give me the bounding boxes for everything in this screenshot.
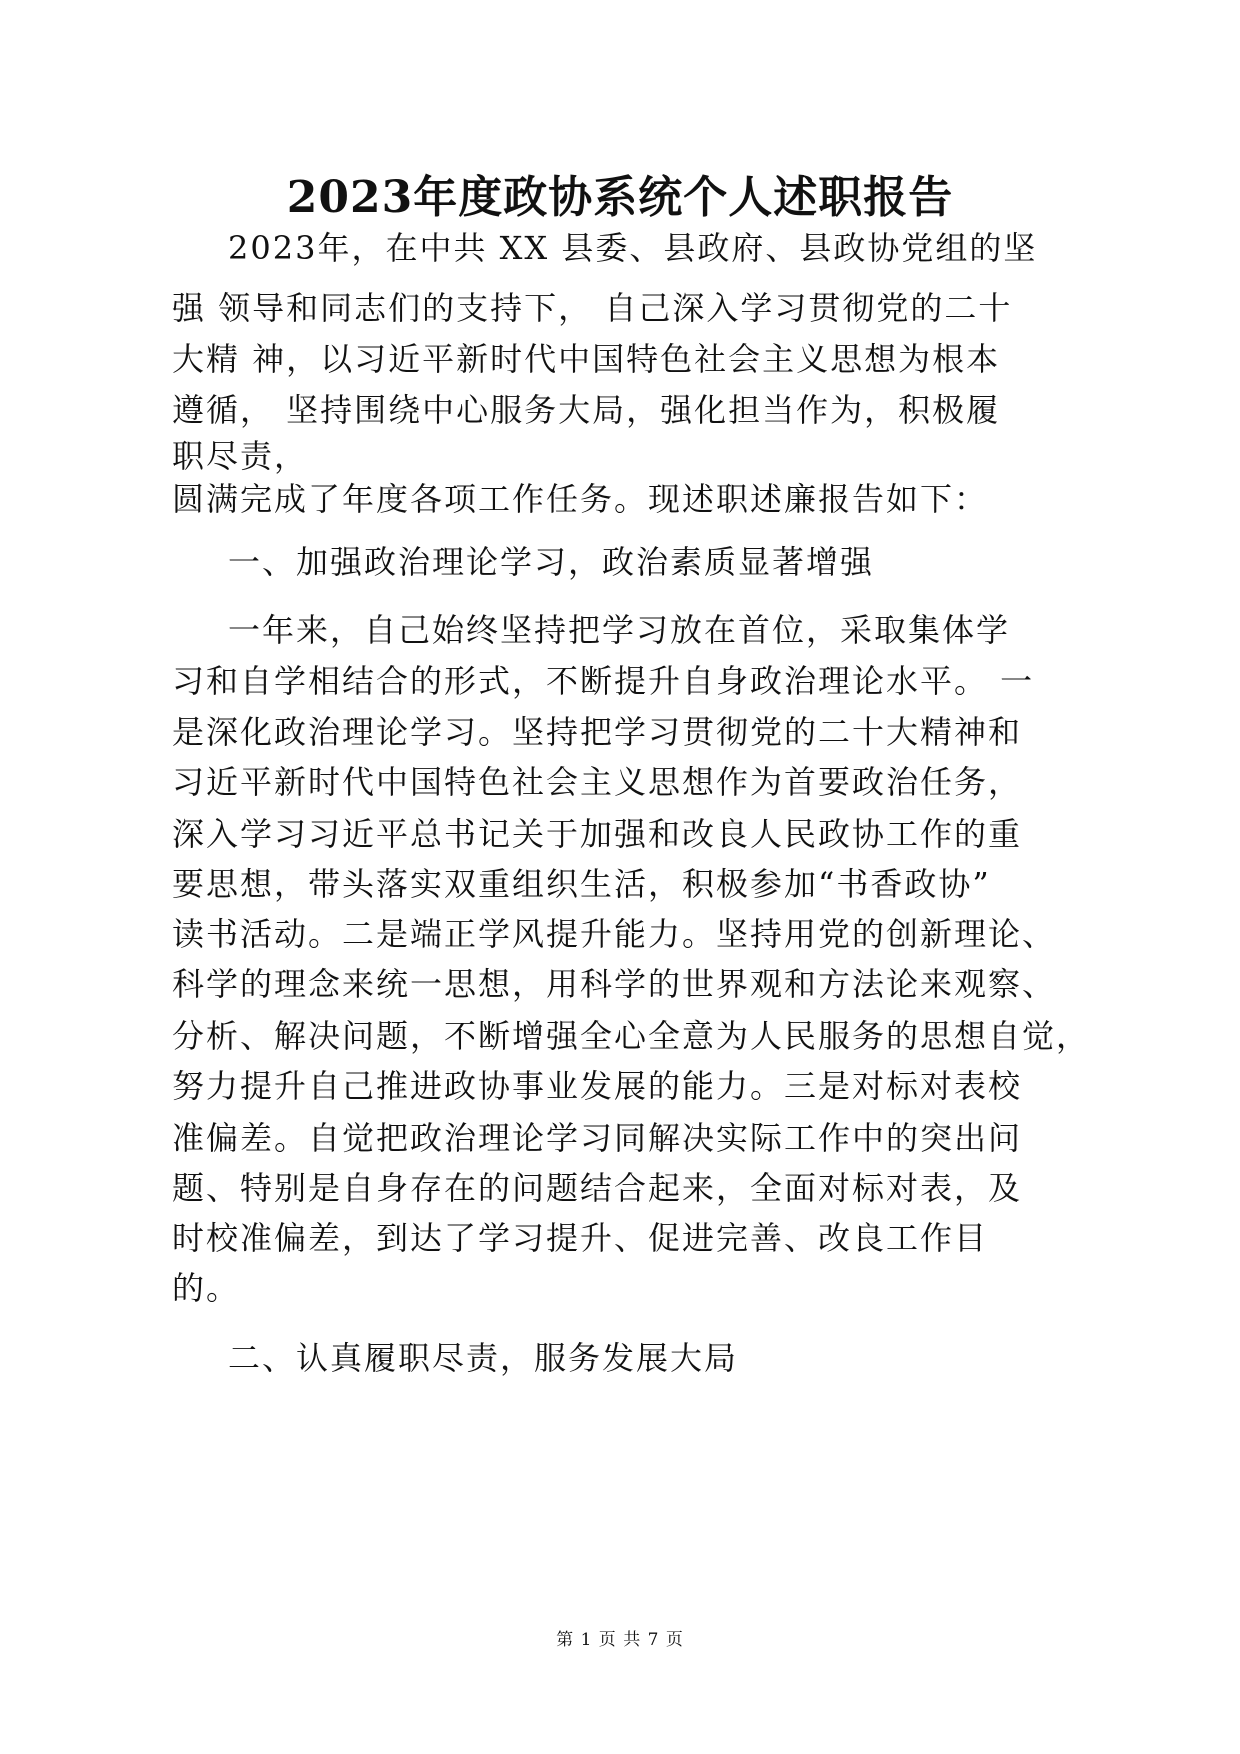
paragraph-1-line-2: 强 领导和同志们的支持下， 自己深入学习贯彻党的二十: [172, 289, 1013, 327]
paragraph-2-line-13: 时校准偏差，到达了学习提升、促进完善、改良工作目: [172, 1219, 989, 1257]
paragraph-1-line-5: 职尽责，: [172, 437, 309, 475]
paragraph-2-line-9: 分析、解决问题，不断增强全心全意为人民服务的思想自觉，: [172, 1017, 1091, 1055]
page-number-footer: 第 1 页 共 7 页: [556, 1630, 684, 1650]
paragraph-2-line-1: 一年来，自己始终坚持把学习放在首位，采取集体学: [228, 611, 1011, 649]
paragraph-2-line-14: 的。: [172, 1269, 241, 1307]
paragraph-2-line-3: 是深化政治理论学习。坚持把学习贯彻党的二十大精神和: [172, 713, 1023, 751]
paragraph-2-line-10: 努力提升自己推进政协事业发展的能力。三是对标对表校: [172, 1067, 1023, 1105]
paragraph-2-line-12: 题、特别是自身存在的问题结合起来，全面对标对表，及: [172, 1169, 1023, 1207]
paragraph-2-line-5: 深入学习习近平总书记关于加强和改良人民政协工作的重: [172, 815, 1023, 853]
section-heading-2: 二、认真履职尽责，服务发展大局: [228, 1339, 739, 1377]
paragraph-2-line-6: 要思想，带头落实双重组织生活，积极参加“书香政协”: [172, 865, 991, 903]
paragraph-1-line-1: 2023年，在中共 XX 县委、县政府、县政协党组的坚: [228, 229, 1038, 267]
document-title: 2023年度政协系统个人述职报告: [286, 172, 954, 223]
paragraph-1-line-6: 圆满完成了年度各项工作任务。现述职述廉报告如下：: [172, 480, 989, 518]
paragraph-2-line-4: 习近平新时代中国特色社会主义思想作为首要政治任务，: [172, 763, 1023, 801]
paragraph-2-line-2: 习和自学相结合的形式，不断提升自身政治理论水平。 一: [172, 662, 1035, 700]
paragraph-2-line-7: 读书活动。二是端正学风提升能力。坚持用党的创新理论、: [172, 915, 1057, 953]
paragraph-1-line-3: 大精 神，以习近平新时代中国特色社会主义思想为根本: [172, 340, 1001, 378]
section-heading-1: 一、加强政治理论学习，政治素质显著增强: [228, 543, 875, 581]
paragraph-2-line-11: 准偏差。自觉把政治理论学习同解决实际工作中的突出问: [172, 1119, 1023, 1157]
paragraph-1-line-4: 遵循， 坚持围绕中心服务大局，强化担当作为，积极履: [172, 391, 1001, 429]
paragraph-2-line-8: 科学的理念来统一思想，用科学的世界观和方法论来观察、: [172, 965, 1057, 1003]
